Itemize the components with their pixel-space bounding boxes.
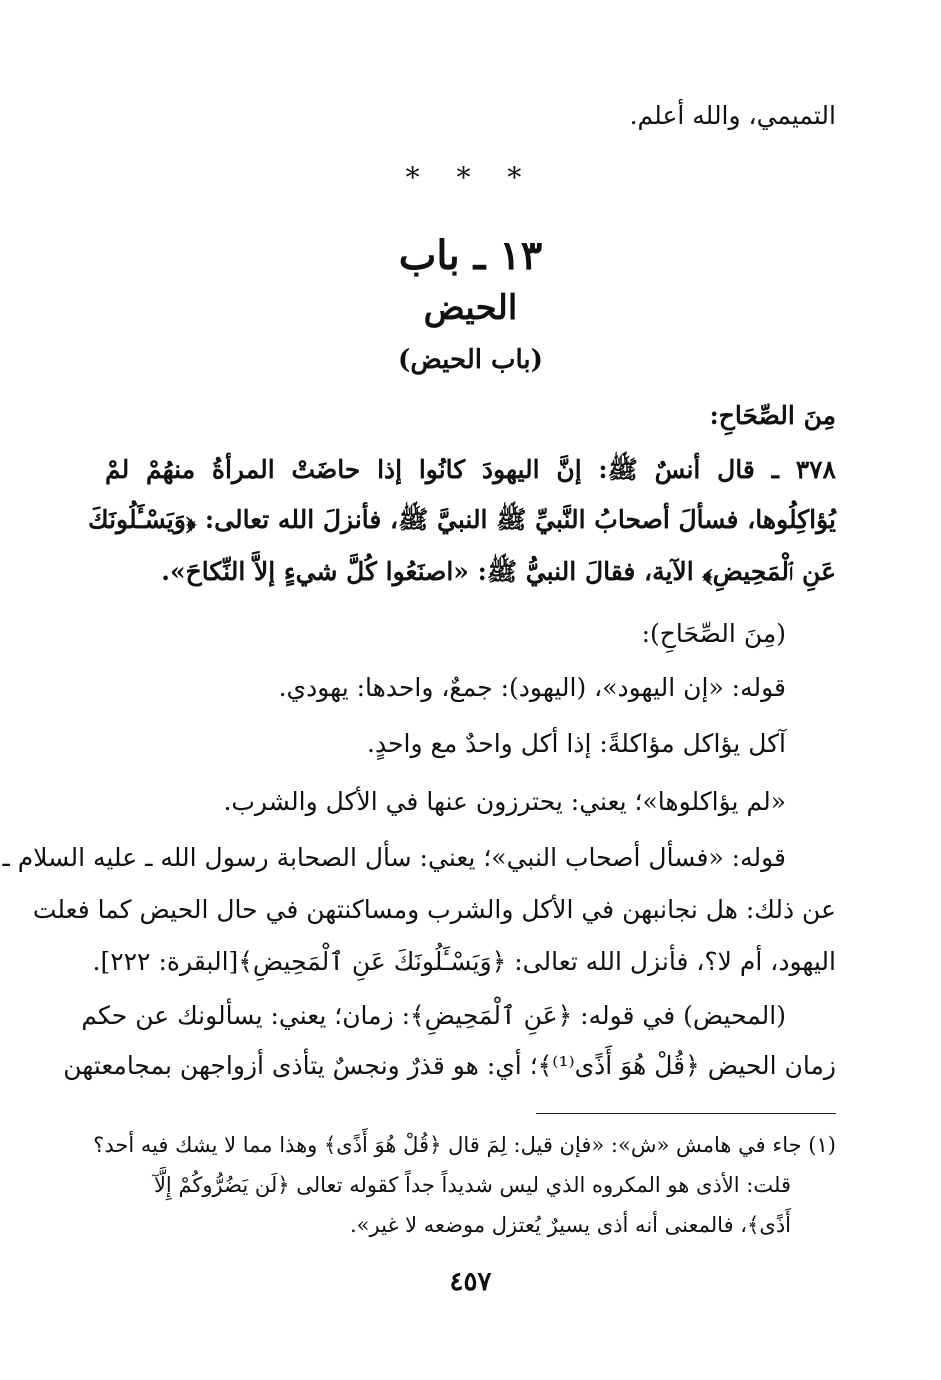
chapter-subtitle: (باب الحيض) xyxy=(398,345,543,375)
body-line: زمان الحيض ﴿قُلْ هُوَ أَذًى⁽¹⁾﴾؛ أي: هو قذرٌ ونجسٌ يتأذى أزواجهن بمجامعتهن xyxy=(63,1051,836,1080)
footnote-divider xyxy=(536,1113,836,1114)
top-line: التميمي، والله أعلم. xyxy=(629,101,836,130)
body-line: يُؤاكِلُوها، فسألَ أصحابُ النَّبيِّ ﷺ النبيَّ ﷺ، فأنزلَ الله تعالى: ﴿وَيَسْـَٔلُونَكَ xyxy=(88,505,836,534)
footnote-line: أَذًى﴾، فالمعنى أنه أذى يسيرٌ يُعتزل موضعه لا غير». xyxy=(350,1213,791,1237)
body-line: عَنِ ٱلْمَحِيضِ﴾ الآية، فقالَ النبيُّ ﷺ: «اصنَعُوا كُلَّ شيءٍ إلاَّ النِّكاحَ». xyxy=(161,557,836,586)
footnote-line: قلت: الأذى هو المكروه الذي ليس شديداً جداً كقوله تعالى ﴿لَن يَضُرُّوكُمْ إِلَّآ xyxy=(153,1173,791,1197)
section-separator: * * * xyxy=(405,161,536,194)
body-line: آكل يؤاكل مؤاكلةً: إذا أكل واحدٌ مع واحدٍ. xyxy=(367,729,786,758)
body-line: اليهود، أم لا؟، فأنزل الله تعالى: ﴿وَيَسْـَٔلُونَكَ عَنِ ٱلْمَحِيضِ﴾[البقرة: ٢٢٢]. xyxy=(92,947,836,976)
body-line: (المحيض) في قوله: ﴿عَنِ ٱلْمَحِيضِ﴾: زمان؛ يعني: يسألونك عن حكم xyxy=(81,1001,786,1030)
footnote-line: (١) جاء في هامش «ش»: «فإن قيل: لِمَ قال ﴿قُلْ هُوَ أَذًى﴾ وهذا مما لا يشك فيه أحد؟ xyxy=(93,1133,836,1157)
chapter-heading: ١٣ ـ باب xyxy=(398,232,543,279)
body-line: «لم يؤاكلوها»؛ يعني: يحترزون عنها في الأكل والشرب. xyxy=(223,787,786,816)
body-line: ٣٧٨ ـ قال أنسٌ ﷺ: إنَّ اليهودَ كانُوا إذا حاضَتْ المرأةُ منهُمْ لمْ xyxy=(105,455,836,484)
page-number: ٤٥٧ xyxy=(449,1267,492,1297)
body-line: قوله: «فسأل أصحاب النبي»؛ يعني: سأل الصحابة رسول الله ـ عليه السلام ـ xyxy=(2,843,786,872)
body-line: قوله: «إن اليهود»، (اليهود): جمعٌ، واحدها: يهودي. xyxy=(278,673,786,702)
body-line: عن ذلك: هل نجانبهن في الأكل والشرب ومساكنتهن في حال الحيض كما فعلت xyxy=(32,895,836,924)
section-label: مِنَ الصِّحَاحِ: xyxy=(709,401,836,430)
chapter-title: الحيض xyxy=(423,288,518,328)
commentary-label: (مِنَ الصِّحَاحِ): xyxy=(641,619,786,648)
